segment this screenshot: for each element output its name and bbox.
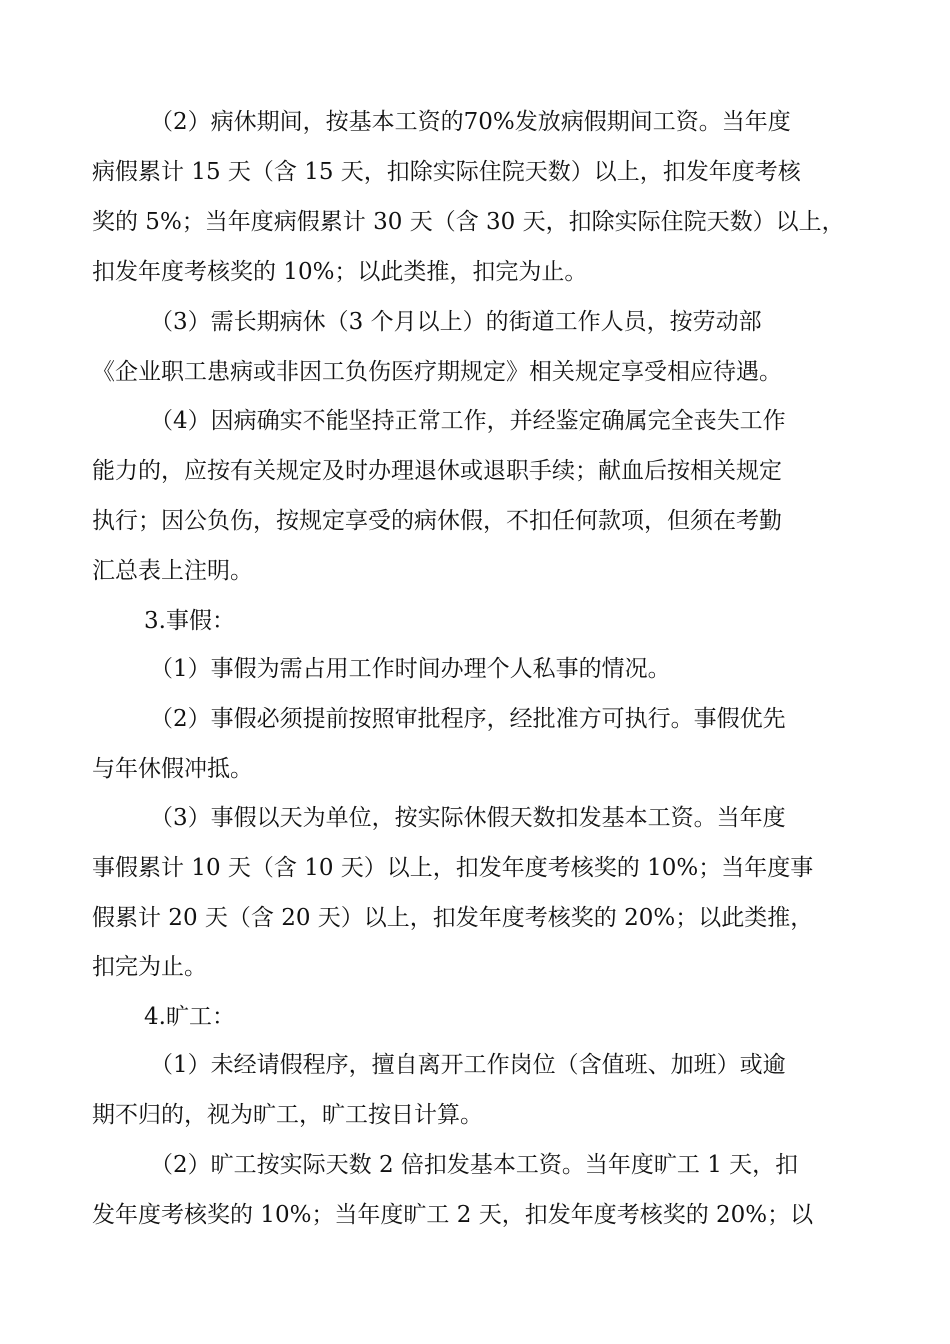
text-line: 扣完为止。: [92, 954, 207, 980]
text-line: 假累计 20 天（含 20 天）以上，扣发年度考核奖的 20%；以此类推，: [92, 905, 814, 931]
section-heading: 4.旷工：: [144, 1004, 235, 1030]
text-line: （3）需长期病休（3 个月以上）的街道工作人员，按劳动部: [150, 309, 762, 335]
text-line: 奖的 5%；当年度病假累计 30 天（含 30 天，扣除实际住院天数）以上，: [92, 209, 845, 235]
text-line: 执行；因公负伤，按规定享受的病休假，不扣任何款项，但须在考勤: [92, 508, 782, 534]
text-line: 病假累计 15 天（含 15 天，扣除实际住院天数）以上，扣发年度考核: [92, 159, 801, 185]
text-line: 与年休假冲抵。: [92, 756, 253, 782]
text-line: 汇总表上注明。: [92, 558, 253, 584]
text-line: 发年度考核奖的 10%；当年度旷工 2 天，扣发年度考核奖的 20%；以: [92, 1202, 814, 1228]
text-line: （4）因病确实不能坚持正常工作，并经鉴定确属完全丧失工作: [150, 408, 786, 434]
text-line: （2）病休期间，按基本工资的70%发放病假期间工资。当年度: [150, 109, 791, 135]
text-line: 《企业职工患病或非因工负伤医疗期规定》相关规定享受相应待遇。: [92, 359, 782, 385]
text-line: （3）事假以天为单位，按实际休假天数扣发基本工资。当年度: [150, 805, 786, 831]
text-line: 事假累计 10 天（含 10 天）以上，扣发年度考核奖的 10%；当年度事: [92, 855, 814, 881]
section-heading: 3.事假：: [144, 608, 235, 634]
text-line: （2）事假必须提前按照审批程序，经批准方可执行。事假优先: [150, 706, 786, 732]
text-line: 能力的，应按有关规定及时办理退休或退职手续；献血后按相关规定: [92, 458, 782, 484]
text-line: 期不归的，视为旷工，旷工按日计算。: [92, 1102, 483, 1128]
text-line: （2）旷工按实际天数 2 倍扣发基本工资。当年度旷工 1 天，扣: [150, 1152, 799, 1178]
text-line: （1）未经请假程序，擅自离开工作岗位（含值班、加班）或逾: [150, 1052, 786, 1078]
text-line: （1）事假为需占用工作时间办理个人私事的情况。: [150, 656, 671, 682]
text-line: 扣发年度考核奖的 10%；以此类推，扣完为止。: [92, 259, 588, 285]
